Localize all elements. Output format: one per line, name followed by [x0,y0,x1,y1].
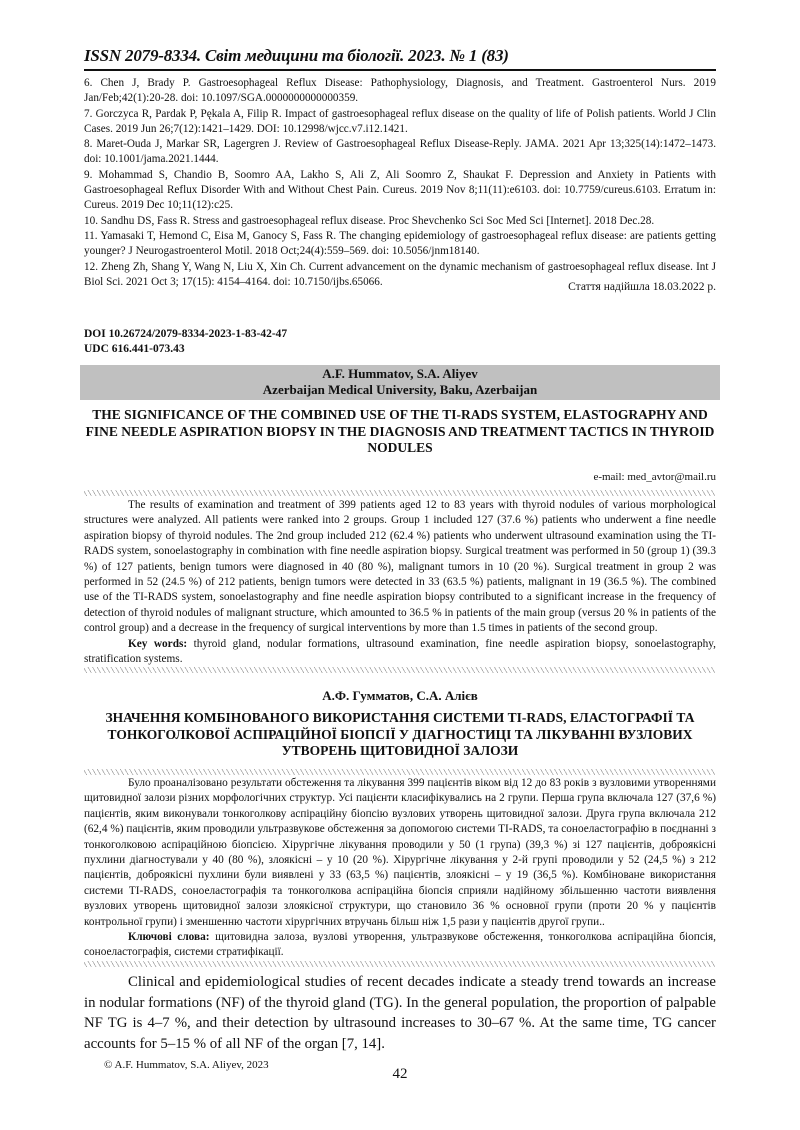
received-date: Стаття надійшла 18.03.2022 р. [568,281,716,293]
doi: DOI 10.26724/2079-8334-2023-1-83-42-47 [84,328,288,340]
udc: UDC 616.441-073.43 [84,343,185,355]
abstract-ua-text: Було проаналізовано результати обстеження та лікування 399 пацієнтів віком від 12 до 83 років з вузловими утвореннями щитовидної залози різних морфологічних структур. Усі пацієнти класифікувались на 2 групи. Перша група включала 127 (37,6 %) пацієнтів, яким виконували тонкоголкову аспіраційну біопсію вузлових утворень щитовидної залози. Друга група включала 212 (62,4 %) пацієнтів, яким проводили ультразвукове обстеження за допомогою системи TI-RADS, та соноеластографію в поєднанні з тонкоголковою аспіраційною біопсією. Хірургічне лікування проводили у 50 (1 група) (39,3 %) зі 127 пацієнтів, доброякісні пухлини діагностували у 40 (80 %), злоякісні – у 10 (20 %). Хірургічне лікування у 2-й групі проводили у 52 (24,5 %) з 212 пацієнтів, доброякісні пухлини були виявлені у 33 (63,5 %) пацієнтів, злоякісні – у 19 (36,5 %). Комбіноване використання системи TI-RADS, соноеластографія та тонкоголкова аспіраційна біопсія сприяли надійному збільшенню частоти виявлення вузлових утворень щитовидної залози злоякісної структури, що становило 36 % основної групи (проти 20 % у пацієнтів контрольної групи) і зменшенню частоти хірургічних втручань більш ніж 1,5 рази у пацієнтів другої групи.. [84,777,716,928]
keywords-text: щитовидна залоза, вузлові утворення, ультразвукове обстеження, тонкоголкова аспіраційна біопсія, соноеластографія, системи стратифікації. [84,931,717,959]
reference-item: 6. Chen J, Brady P. Gastroesophageal Reflux Disease: Pathophysiology, Diagnosis, and Treatment. Gastroenterol Nurs. 2019 Jan/Feb;42(1):20-28. doi: 10.1097/SGA.0000000000000359. [84,77,716,105]
wavy-divider [84,961,716,967]
reference-list [84,76,716,290]
wavy-divider [84,769,716,775]
keywords-label: Ключові слова: [128,931,210,944]
article-title-en: THE SIGNIFICANCE OF THE COMBINED USE OF THE TI-RADS SYSTEM, ELASTOGRAPHY AND FINE NEEDLE ASPIRATION BIOPSY IN THE DIAGNOSIS AND TREATMENT TACTICS IN THYROID NODULES [85,407,715,455]
page-number: 42 [392,1066,408,1082]
keywords-text: thyroid gland, nodular formations, ultrasound examination, fine needle aspiration biopsy, sonoelastography, stratification systems. [84,637,716,666]
reference-item: 12. Zheng Zh, Shang Y, Wang N, Liu X, Xin Ch. Current advancement on the dynamic mechanism of gastroesophageal reflux disease. Int J Biol Sci. 2021 Oct 3; 17(15): 4154–4164. doi: 10.7150/ijbs.65066. [84,260,716,288]
keywords-ua [84,930,716,961]
reference-item: 11. Yamasaki T, Hemond C, Eisa M, Ganocy S, Fass R. The changing epidemiology of gastroesophageal reflux disease: are patients getting younger? J Neurogastroenterol Motil. 2018 Oct;24(4):559–569. doi: 10.5056/jnm18140. [84,229,716,258]
wavy-divider [84,490,716,496]
author-email: e-mail: med_avtor@mail.ru [593,471,716,483]
keywords-en [84,637,716,668]
article-title-ua: ЗНАЧЕННЯ КОМБІНОВАНОГО ВИКОРИСТАННЯ СИСТЕМИ TI-RADS, ЕЛАСТОГРАФІЇ ТА ТОНКОГОЛКОВОЇ АСПІРАЦІЙНОЇ БІОПСІЇ У ДІАГНОСТИЦІ ТА ЛІКУВАННІ ВУЗЛОВИХ УТВОРЕНЬ ЩИТОВИДНОЇ ЗАЛОЗИ [105,710,695,758]
authors-en: A.F. Hummatov, S.A. Aliyev [322,366,478,381]
abstract-ua [84,776,716,961]
reference-item: 9. Mohammad S, Chandio B, Soomro AA, Lakho S, Ali Z, Ali Soomro Z, Shaukat F. Depression and Anxiety in Patients with Gastroesophageal Reflux Disorder With and Without Chest Pain. Cureus. 2019 Nov 8;11(11):e6103. doi: 10.7759/cureus.6103. Erratum in: Cureus. 2019 Dec 10;11(12):c25. [84,168,716,212]
abstract-en [84,498,716,667]
affiliation-en: Azerbaijan Medical University, Baku, Azerbaijan [262,382,538,397]
reference-item: 10. Sandhu DS, Fass R. Stress and gastroesophageal reflux disease. Proc Shevchenko Sci Soc Med Sci [Internet]. 2018 Dec.28. [84,214,655,227]
copyright-notice: © A.F. Hummatov, S.A. Aliyev, 2023 [104,1059,269,1071]
reference-item: 8. Maret-Ouda J, Markar SR, Lagergren J. Review of Gastroesophageal Reflux Disease-Reply. JAMA. 2021 Apr 13;325(14):1472–1473. doi: 10.1001/jama.2021.1444. [84,138,716,166]
abstract-en-text: The results of examination and treatment of 399 patients aged 12 to 83 years with thyroid nodules of various morphological structures were analyzed. All patients were ranked into 2 groups. Group 1 included 127 (37.6 %) patients who underwent a fine needle aspiration biopsy of thyroid nodules. The 2nd group included 212 (62.4 %) patients who underwent ultrasound examination using the TI-RADS system, sonoelastography in combination with fine needle aspiration biopsy. Surgical treatment was performed in 50 (group 1) (39.3 %) of 127 patients, benign tumors were diagnosed in 40 (80 %), malignant tumors in 10 (20 %). Surgical treatment in group 2 was performed in 52 (24.5 %) of 212 patients, benign tumors were detected in 33 (63.5 %) patients, malignant in 19 (36.5 %). The combined use of the TI-RADS system, sonoelastography and fine needle aspiration biopsy contributed to a significant increase in the frequency of detection of thyroid nodules of malignant structure, which amounted to 36.5 % in patients of the main group (versus 20 % in patients of the control group) and a decrease in the frequency of surgical interventions by more than 1.5 times in patients of the second group. [84,499,716,635]
keywords-label: Key words: [128,637,188,650]
authors-ua: А.Ф. Гумматов, С.А. Алієв [322,688,478,703]
running-head: ISSN 2079-8334. Світ медицини та біології. 2023. № 1 (83) [84,46,716,71]
article-identifiers [84,327,287,357]
author-band [80,365,720,400]
reference-item: 7. Gorczyca R, Pardak P, Pękala A, Filip R. Impact of gastroesophageal reflux disease on the quality of life of Polish patients. World J Clin Cases. 2019 Jun 26;7(12):1421–1429. DOI: 10.12998/wjcc.v7.i12.1421. [84,107,716,135]
body-paragraph: Clinical and epidemiological studies of recent decades indicate a steady trend towards an increase in nodular formations (NF) of the thyroid gland (TG). In the general population, the proportion of palpable NF TG is 4–7 %, and their detection by ultrasound increases to 30–67 %. At the same time, TG cancer accounts for 5–15 % of all NF of the organ [7, 14]. [84,974,716,1052]
article-body [84,972,716,1054]
wavy-divider [84,667,716,673]
